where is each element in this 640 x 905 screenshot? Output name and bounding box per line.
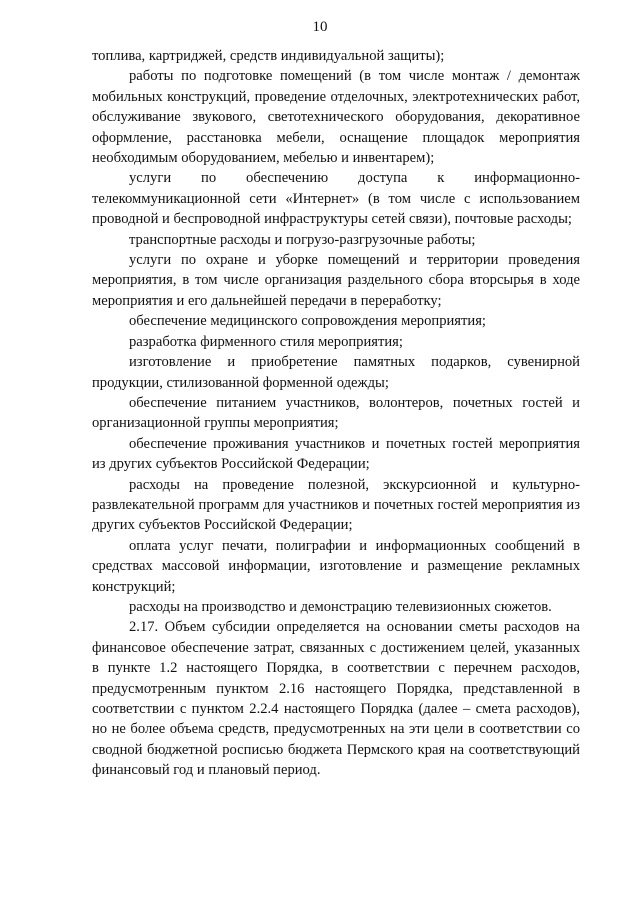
paragraph-branding: разработка фирменного стиля мероприятия; [129, 333, 403, 350]
paragraph-gifts: изготовление и приобретение памятных подарков, сувенирной продукции, стилизованной форменной одежды; [92, 354, 580, 391]
paragraph-transport: транспортные расходы и погрузо-разгрузочные работы; [129, 231, 476, 248]
document-body [92, 46, 580, 781]
paragraph-accommodation: обеспечение проживания участников и почетных гостей мероприятия из других субъектов Российской Федерации; [92, 435, 580, 473]
paragraph-2-17: 2.17. Объем субсидии определяется на основании сметы расходов на финансовое обеспечение затрат, связанных с достижением целей, указанных в пункте 1.2 настоящего Порядка, в соответствии с перечнем расходов, предусмотренным пунктом 2.16 настоящего Порядка, представленной в соответствии с пунктом 2.2.4 настоящего Порядка (далее – смета расходов), но не более объема средств, предусмотренных на эти цели в соответствии со сводной бюджетной росписью бюджета Пермского края на соответствующий финансовый год и плановый период. [92, 619, 580, 779]
paragraph-premises-works: работы по подготовке помещений (в том числе монтаж / демонтаж мобильных конструкций, проведение отделочных, электротехнических работ, обслуживание звукового, светотехнического оборудования, декоративное оформление, расстановка мебели, оснащение площадок мероприятия необходимым оборудованием, мебелью и инвентарем); [92, 68, 580, 167]
paragraph-programs: расходы на проведение полезной, экскурсионной и культурно-развлекательной программ для участников и почетных гостей мероприятия из других субъектов Российской Федерации; [92, 476, 580, 534]
page-number: 10 [312, 19, 328, 35]
paragraph-security-cleaning: услуги по охране и уборке помещений и территории проведения мероприятия, в том числе организация раздельного сбора вторсырья в ходе мероприятия и его дальнейшей передачи в переработку; [92, 252, 580, 309]
paragraph-medical: обеспечение медицинского сопровождения мероприятия; [129, 313, 486, 330]
paragraph-printing-media: оплата услуг печати, полиграфии и информационных сообщений в средствах массовой информации, изготовление и размещение рекламных конструкций; [92, 537, 580, 595]
paragraph-internet-services: услуги по обеспечению доступа к информационно-телекоммуникационной сети «Интернет» (в том числе с использованием проводной и беспроводной инфраструктуры сетей связи), почтовые расходы; [92, 170, 580, 228]
paragraph-catering: обеспечение питанием участников, волонтеров, почетных гостей и организационной группы мероприятия; [92, 394, 580, 432]
paragraph-continuation: топлива, картриджей, средств индивидуальной защиты); [92, 48, 445, 64]
paragraph-tv: расходы на производство и демонстрацию телевизионных сюжетов. [129, 598, 552, 615]
